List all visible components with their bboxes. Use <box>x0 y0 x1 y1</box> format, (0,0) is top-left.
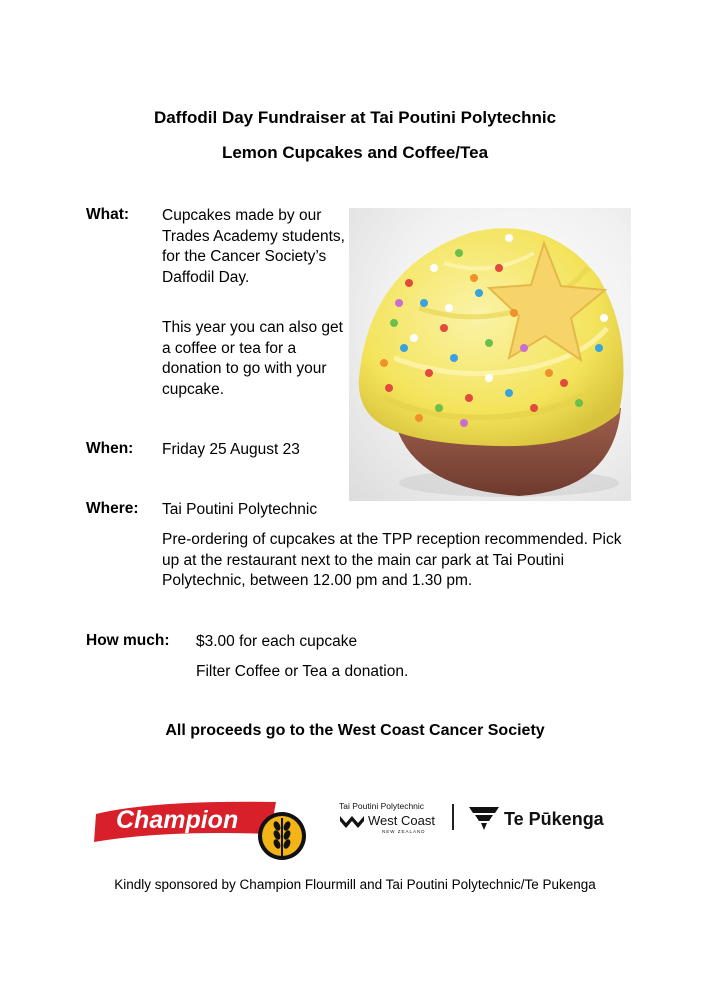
champion-logo <box>94 792 309 867</box>
what-coffee-note: This year you can also get a coffee or tea for a donation to go with your cupcake. <box>162 319 343 398</box>
where-location: Tai Poutini Polytechnic <box>162 501 318 518</box>
champion-wordmark: Champion <box>116 806 239 834</box>
when-label: When: <box>86 440 134 457</box>
cupcake-price: $3.00 for each cupcake <box>196 633 358 650</box>
where-pickup-details: Pre-ordering of cupcakes at the TPP reception recommended. Pick up at the restaurant next to the main car park at Tai Poutini Polytechnic, between 12.00 pm and 1.30 pm. <box>162 531 622 589</box>
how-much-label: How much: <box>86 632 170 649</box>
logo-divider <box>452 804 454 830</box>
where-label: Where: <box>86 500 139 517</box>
when-date: Friday 25 August 23 <box>162 441 300 458</box>
tpp-name: Tai Poutini Polytechnic <box>339 801 425 811</box>
sponsor-note: Kindly sponsored by Champion Flourmill and Tai Poutini Polytechnic/Te Pukenga <box>114 877 596 892</box>
cupcake-photo <box>349 208 631 501</box>
page-subtitle: Lemon Cupcakes and Coffee/Tea <box>221 143 489 162</box>
te-pukenga-logo <box>467 803 612 833</box>
page-title: Daffodil Day Fundraiser at Tai Poutini Polytechnic <box>153 108 557 127</box>
coffee-price: Filter Coffee or Tea a donation. <box>196 663 409 680</box>
mountain-icon <box>340 816 364 828</box>
proceeds-note: All proceeds go to the West Coast Cancer Society <box>165 722 545 739</box>
tpp-west-coast: West Coast <box>368 813 435 828</box>
tpp-country: NEW ZEALAND <box>382 829 426 834</box>
what-label: What: <box>86 206 130 223</box>
te-pukenga-wordmark: Te Pūkenga <box>504 809 604 829</box>
tpp-west-coast-logo <box>338 800 448 836</box>
te-pukenga-mark-icon <box>469 807 499 830</box>
what-description: Cupcakes made by our Trades Academy students, for the Cancer Society’s Daffodil Day. <box>162 207 345 286</box>
wheat-emblem-icon <box>258 812 306 860</box>
